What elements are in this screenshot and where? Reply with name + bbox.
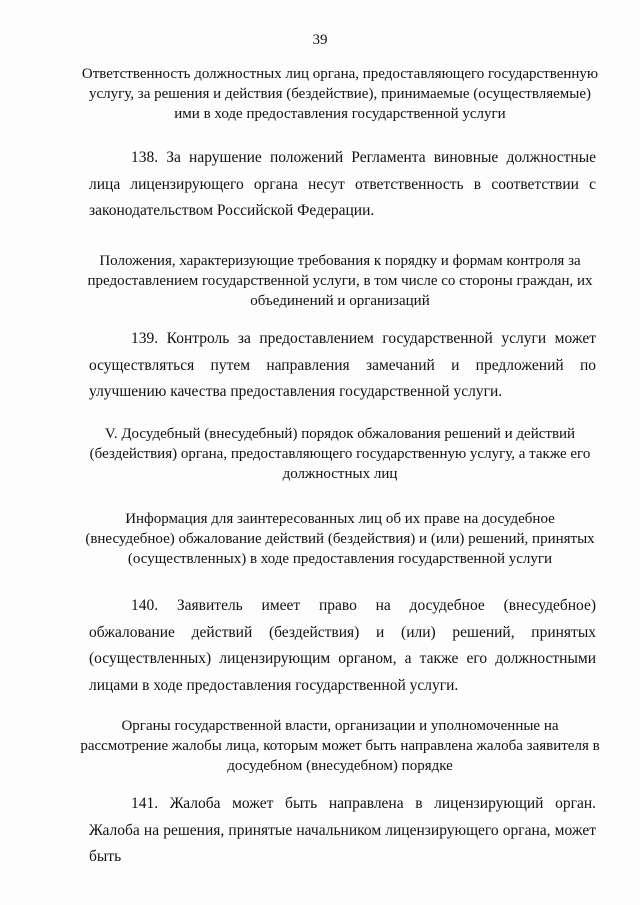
heading-control-requirements: Положения, характеризующие требования к порядку и формам контроля за предоставлением государственной услуги, в том числе со стороны граждан, их объединений и организаций [87,253,593,309]
heading-appeal-information: Информация для заинтересованных лиц об их праве на досудебное (внесудебное) обжалование действий (бездействия) и (или) решений, принятых (осуществленных) в ходе предоставления государственной услуги [85,511,595,567]
paragraph-139: 139. Контроль за предоставлением государственной услуги может осуществляться путем направления замечаний и предложений по улучшению качества предоставления государственной услуги. [89,330,596,400]
paragraph-140: 140. Заявитель имеет право на досудебное (внесудебное) обжалование действий (бездействия) и (или) решений, принятых (осуществленных) лицензирующим органом, а также его должностными лицами в ходе предоставления государственной услуги. [89,597,596,694]
paragraph-141: 141. Жалоба может быть направлена в лицензирующий орган. Жалоба на решения, принятые начальником лицензирующего органа, может быть [89,795,596,865]
heading-responsibility: Ответственность должностных лиц органа, предоставляющего государственную услугу, за решения и действия (бездействие), принимаемые (осуществляемые) ими в ходе предоставления государственной услуги [81,66,599,122]
page-number: 39 [312,32,328,48]
paragraph-138: 138. За нарушение положений Регламента виновные должностные лица лицензирующего органа несут ответственность в соответствии с законодательством Российской Федерации. [89,149,596,219]
section-v-heading: V. Досудебный (внесудебный) порядок обжалования решений и действий (бездействия) органа, предоставляющего государственную услугу, а также его должностных лиц [89,426,591,482]
heading-complaint-bodies: Органы государственной власти, организации и уполномоченные на рассмотрение жалобы лица, которым может быть направлена жалоба заявителя в досудебном (внесудебном) порядке [80,718,600,774]
